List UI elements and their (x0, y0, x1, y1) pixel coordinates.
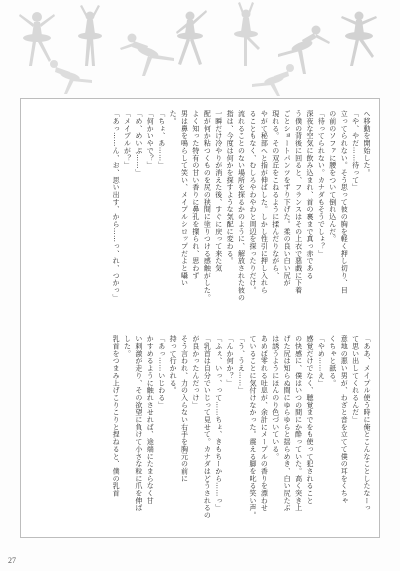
text-line: やがて秘部へと指が伸ばした。しかし性引に押し入れら (260, 110, 269, 294)
bottom-text-block (52, 335, 372, 530)
text-line: が良かったんだっけ」 (191, 335, 200, 409)
text-line: 男は鼻を鳴らして笑い、メイプルシロップだよと囁い (180, 110, 189, 287)
text-line: くちゃと舐る。 (328, 335, 337, 387)
text-line: 「ちょ、あ……」 (157, 110, 166, 169)
text-line: の前のソファに腰をついて倒れ込んだ。 (328, 110, 337, 243)
text-line: 「や、やだ……待って」 (351, 110, 360, 191)
text-line: 「う、うえ……」 (237, 335, 246, 394)
text-line: 「メイプルが？」 (123, 110, 132, 169)
ballerina-icon (336, 6, 382, 68)
text-line: よく知った特有の甘い香りに鼻孔を擽られ、思わず (191, 110, 200, 280)
page-number: 27 (8, 556, 16, 565)
text-line: 意地の悪い男が、わざと音を立てて僕の耳をくちゃ (340, 335, 349, 505)
ballerina-icon (250, 60, 300, 98)
text-line: 「あっ……いじわる」 (157, 335, 166, 409)
ballerina-icon (44, 56, 94, 96)
text-line: げた尻は知らぬ間にゆらゆらと揺らめき、白い尻たぶ (283, 335, 292, 512)
ballerina-icon (168, 6, 212, 68)
text-line: 「やめ……え」 (317, 335, 326, 387)
text-line: かすめるように触れさせれば、途端にたまらなく甘 (146, 335, 155, 505)
text-line: した。 (123, 335, 132, 358)
text-line: て思い出してくれるんだ」 (351, 335, 360, 424)
text-line: 指は、今度は何かを探すような気配に変わる。 (226, 110, 235, 265)
text-line: 配が何か粘つくものを尻の狭間に塗りつける感触がした。 (203, 110, 212, 302)
text-line: の快感に、僕はいつの間にか酔っていた。高く突き上 (294, 335, 303, 512)
text-line: 「待ってられない。カナダもそうでしょ？」 (317, 110, 326, 257)
top-text-block (52, 110, 372, 323)
text-line: 感覚だけでなく、聴覚までをも使って犯されること (305, 335, 314, 505)
text-line: 現れる。その双丘をこねるように揉んだりながら、 (271, 110, 280, 280)
text-line: ごとショートパンツをずり下げた。柔の良い白い尻が (283, 110, 292, 287)
text-line: 一瞬だけ冷やりが消えた後、すぐに戻って来た気 (214, 110, 223, 272)
text-line: 「ふぇ、いっ、って……ちょ、きもちーから……っ」 (214, 335, 223, 512)
text-line: い刺激が走り、その欲望に負けて小さな粒に爪を伸ば (134, 335, 143, 512)
text-line: 「乳首は自分でいじって見せて。カナダはどうされるの (203, 335, 212, 519)
text-line: 深夜な空気に飲み込まれ、首の裏まで真っ赤である (305, 110, 314, 280)
text-line: あめば零れる吐息が、余計にメープルの香りを漂わせ (260, 335, 269, 512)
text-line: は誘うようにほんのり色づいている。 (271, 335, 280, 460)
text-line: そう言われ、力の入らない右手を胸元の前に (180, 335, 189, 482)
text-line: 立ってられない。そう思って彼の胸を軽く押し切り、目 (340, 110, 349, 294)
text-line: 「んか何か？」 (226, 335, 235, 387)
text-line: 「何かいやで？」 (146, 110, 155, 169)
text-line: 「あっ……ん、お、思い出す、から……っ、れ、つかっ」 (112, 110, 121, 302)
text-line: ることもなく、むしろやわやわと周辺を探ったりだけ。 (248, 110, 257, 294)
text-line: 乳首をつまみ上げこりこりと捏ねると、僕の乳首 (112, 335, 121, 497)
text-line: へ移動を開始した。 (363, 110, 371, 177)
text-line: 持って行かれる。 (169, 335, 178, 394)
text-line: う僕の背後に回ると、フランスはその上衣で悪戯に下着 (294, 110, 303, 294)
text-line: ていることに気付けなかった。震える脚を叱る笑い声。 (248, 335, 257, 519)
text-line: 流れることのない場所を探るかのように、解放された彼の (237, 110, 246, 302)
ballerina-icon (226, 2, 266, 68)
text-line: 「ああ、メイプル使う時に俺とこんなことしたなーっ (363, 335, 371, 512)
ballerina-decoration (0, 0, 400, 100)
text-line: 「め、めいぷ……」 (134, 110, 143, 177)
text-line: た。 (169, 110, 178, 125)
